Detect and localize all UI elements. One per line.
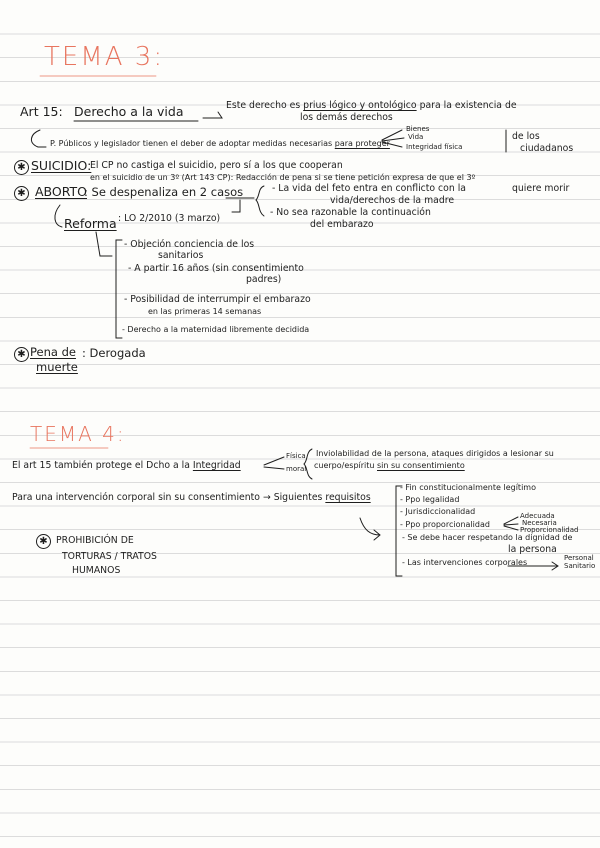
reforma-item: - Derecho a la maternidad libremente decidida <box>122 325 310 334</box>
bien-item-2: Vida <box>408 133 424 141</box>
deber-line: P. Públicos y legislador tienen el deber de adoptar medidas necesarias para proteger <box>50 139 390 148</box>
reforma-item: - Objeción conciencia de los <box>124 239 255 250</box>
ciudadanos-label: ciudadanos <box>520 143 574 154</box>
bien-item-1: Bienes <box>406 125 430 133</box>
asterisk-icon: ✱ <box>14 186 29 201</box>
inviolabilidad-line-2: cuerpo/espíritu sin su consentimiento <box>314 461 465 470</box>
moral-label: moral <box>286 465 307 473</box>
bien-item-3: Integridad física <box>406 143 463 151</box>
proporcionalidad-sub: Proporcionalidad <box>520 526 579 534</box>
intro-line-1: Este derecho es prius lógico y ontológico para la existencia de <box>226 100 517 111</box>
requisito-item: la persona <box>508 544 557 555</box>
prohibicion-line-1: PROHIBICIÓN DE <box>56 535 134 546</box>
asterisk-icon: ✱ <box>14 160 29 175</box>
prohibicion-line-3: HUMANOS <box>72 565 121 576</box>
requisito-item: - Ppo proporcionalidad <box>400 520 490 529</box>
pena-text: : Derogada <box>82 346 146 360</box>
art15-label: Art 15: <box>20 104 63 119</box>
tema4-line-1: El art 15 también protege el Dcho a la Integridad <box>12 460 241 471</box>
de-los-label: de los <box>512 131 540 142</box>
pena-label-line-1: Pena de <box>30 345 76 359</box>
derecho-vida-heading: Derecho a la vida <box>74 104 184 119</box>
requisito-item: - Se debe hacer respetando la dignidad de <box>402 533 573 542</box>
reforma-item: sanitarios <box>158 250 204 261</box>
aborto-caso-1-line-1: - La vida del feto entra en conflicto con la <box>272 183 466 194</box>
inviolabilidad-line-1: Inviolabilidad de la persona, ataques dirigidos a lesionar su <box>316 449 554 458</box>
asterisk-icon: ✱ <box>36 534 51 549</box>
reforma-item: en las primeras 14 semanas <box>148 307 262 316</box>
proporcionalidad-sub: Adecuada <box>520 512 555 520</box>
tema4-title: TEMA 4: <box>30 422 126 446</box>
suicidio-line-1: El CP no castiga el suicidio, pero sí a los que cooperan <box>90 160 343 171</box>
requisito-item: - Ppo legalidad <box>400 495 460 504</box>
fisica-label: Física <box>286 452 306 460</box>
aborto-caso-1-line-2: vida/derechos de la madre <box>330 195 455 206</box>
suicidio-label: SUICIDIO: <box>31 158 92 173</box>
requisito-item: - Fin constitucionalmente legítimo <box>400 483 536 492</box>
aborto-line: : Se despenaliza en 2 casos <box>84 185 244 199</box>
proporcionalidad-sub: Necesaria <box>522 519 557 527</box>
reforma-item: - A partir 16 años (sin consentimiento <box>128 263 304 274</box>
reforma-item: - Posibilidad de interrumpir el embarazo <box>124 294 311 305</box>
tema3-title: TEMA 3: <box>44 42 165 72</box>
requisito-item: - Jurisdiccionalidad <box>400 507 476 516</box>
aborto-caso-2-line-1: - No sea razonable la continuación <box>270 207 431 218</box>
personal-sanitario: Sanitario <box>564 562 596 570</box>
reforma-label: Reforma <box>64 216 117 231</box>
asterisk-icon: ✱ <box>14 347 29 362</box>
reforma-item: padres) <box>246 274 282 285</box>
prohibicion-line-2: TORTURAS / TRATOS <box>62 551 157 562</box>
reforma-text: : LO 2/2010 (3 marzo) <box>118 213 221 224</box>
intervencion-line: Para una intervención corporal sin su consentimiento → Siguientes requisitos <box>12 492 371 503</box>
personal-sanitario: Personal <box>564 554 594 562</box>
intro-line-2: los demás derechos <box>300 112 393 123</box>
requisito-item: - Las intervenciones corporales <box>402 558 528 567</box>
suicidio-line-3: quiere morir <box>512 183 570 194</box>
suicidio-line-2: en el suicidio de un 3º (Art 143 CP): Redacción de pena si se tiene petición expresa de que el 3º <box>90 173 476 182</box>
aborto-label: ABORTO <box>35 184 87 199</box>
aborto-caso-2-line-2: del embarazo <box>310 219 374 230</box>
pena-label-line-2: muerte <box>36 360 78 374</box>
